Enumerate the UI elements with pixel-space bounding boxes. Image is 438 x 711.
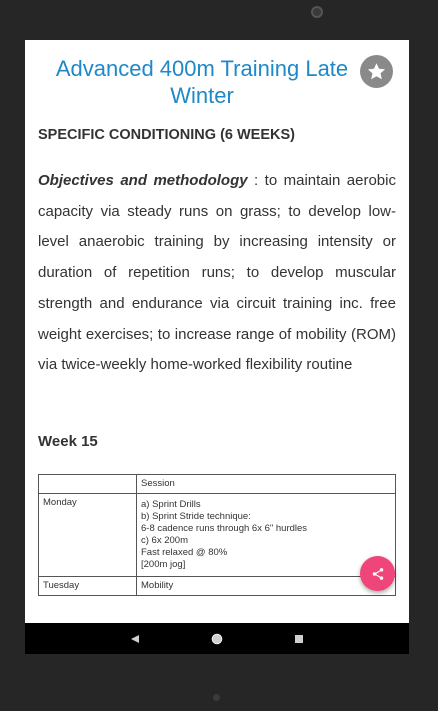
objectives-paragraph [38,166,396,381]
table-header-day [39,475,137,494]
share-button[interactable] [360,556,395,591]
table-cell-day: Tuesday [39,577,137,596]
session-line: c) 6x 200m [141,535,188,546]
session-line: Mobility [141,580,174,591]
table-header-session: Session [137,475,396,494]
article-content[interactable] [25,40,409,623]
section-heading: SPECIFIC CONDITIONING (6 WEEKS) [38,127,295,143]
session-line: Fast relaxed @ 80% [141,547,228,558]
session-line: 6-8 cadence runs through 6x 6" hurdles [141,523,308,534]
star-icon [366,61,387,82]
page-title: Advanced 400m Training Late Winter [55,56,349,108]
system-nav-bar [25,623,409,654]
session-line: b) Sprint Stride technique: [141,511,251,522]
nav-back-button[interactable] [115,623,155,654]
nav-home-button[interactable] [197,623,237,654]
front-camera [311,6,323,18]
device-sensor [213,694,220,701]
objectives-label: Objectives and methodology [38,172,248,189]
table-header-row [39,475,396,494]
favorite-button[interactable] [360,55,393,88]
table-cell-session [137,494,396,577]
share-icon [371,567,385,581]
table-cell-session [137,577,396,596]
table-cell-day: Monday [39,494,137,577]
table-row [39,577,396,596]
nav-recents-button[interactable] [279,623,319,654]
session-line: [200m jog] [141,559,186,570]
back-triangle-icon [130,634,140,644]
recents-square-icon [294,634,304,644]
week-heading: Week 15 [38,433,98,450]
table-row [39,494,396,577]
home-circle-icon [211,633,223,645]
app-screen [25,40,409,654]
schedule-table [38,474,396,596]
session-line: a) Sprint Drills [141,499,201,510]
objectives-text: : to maintain aerobic capacity via steady runs on grass; to develop low-level anaerobic training by increasing intensity or duration of repetition runs; to develop muscular strength and endurance via circuit training inc. free weight exercises; to increase range of mobility (ROM) via twice-weekly home-worked flexibility routine [38,172,396,374]
